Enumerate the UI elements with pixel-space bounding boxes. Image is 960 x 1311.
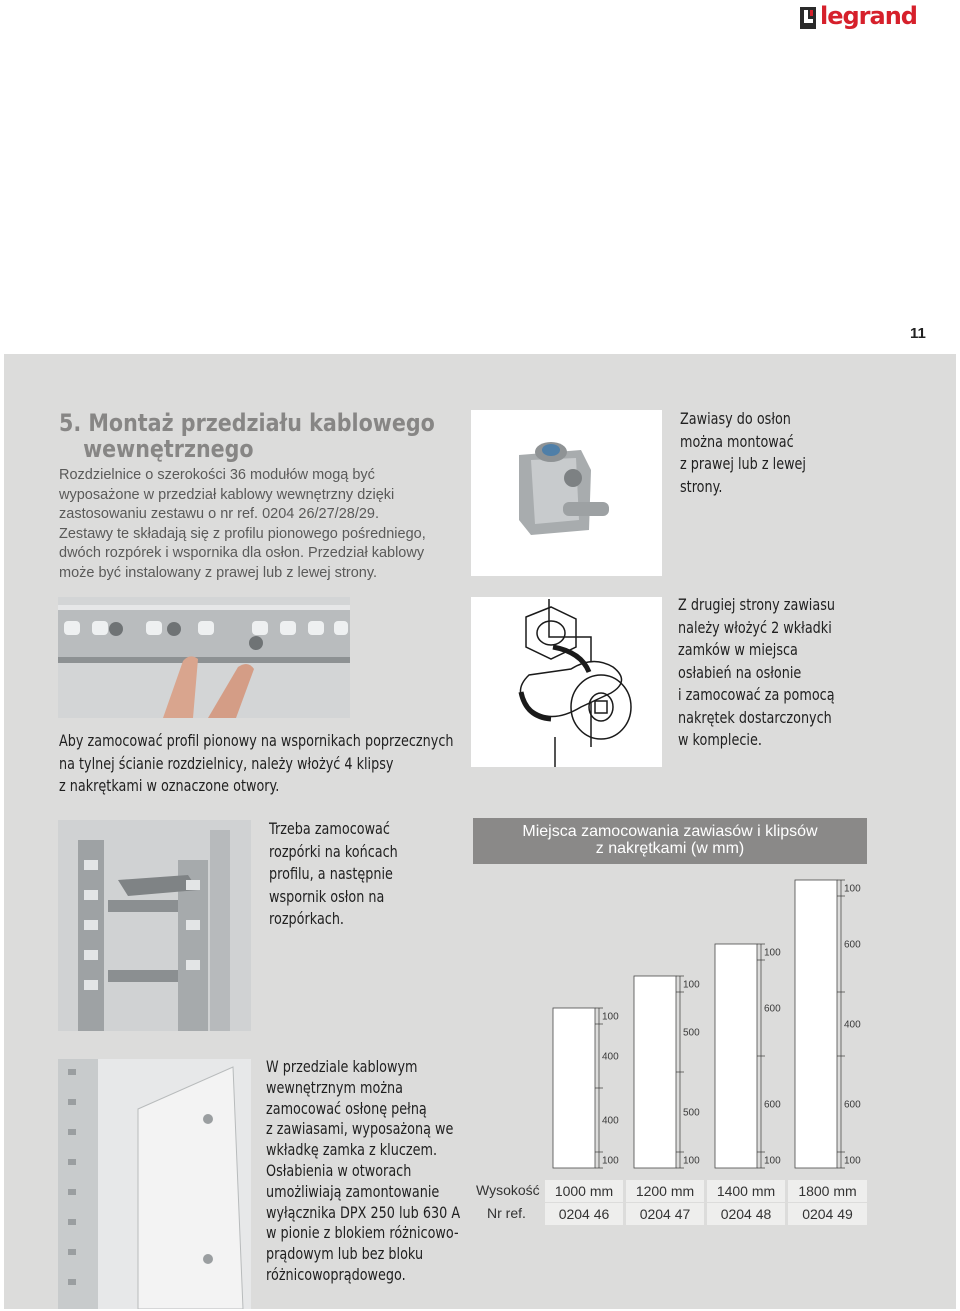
caption-line: Z drugiej strony zawiasu bbox=[678, 595, 835, 614]
intro-line: Rozdzielnice o szerokości 36 modułów mogą być bbox=[59, 467, 375, 483]
caption-line: osłabień na osłonie bbox=[678, 662, 802, 682]
ref-cell: 0204 46 bbox=[545, 1203, 623, 1225]
height-cell: 1400 mm bbox=[707, 1180, 785, 1202]
caption-line: należy włożyć 2 wkładki bbox=[678, 617, 832, 637]
dimension-label: 100 bbox=[764, 947, 781, 959]
dimension-label: 600 bbox=[844, 1099, 861, 1111]
caption-line: różnicowoprądowego. bbox=[266, 1264, 406, 1284]
caption-line: Osłabienia w otworach bbox=[266, 1160, 412, 1180]
dimension-label: 500 bbox=[683, 1027, 700, 1039]
dimension-label: 100 bbox=[683, 1155, 700, 1167]
caption-line: nakrętek dostarczonych bbox=[678, 707, 832, 727]
dimension-label: 500 bbox=[683, 1107, 700, 1119]
intro-line: zastosowaniu zestawu o nr ref. 0204 26/27/28/29. bbox=[59, 506, 380, 522]
legrand-logo bbox=[798, 2, 917, 32]
dimension-diagram bbox=[473, 864, 867, 1176]
ref-cell: 0204 47 bbox=[626, 1203, 704, 1225]
section-title-line: wewnętrznego bbox=[83, 435, 254, 463]
table-title-line: z nakrętkami (w mm) bbox=[595, 840, 745, 857]
section-title-line: 5. Montaż przedziału kablowego bbox=[59, 409, 435, 437]
height-cell: 1000 mm bbox=[545, 1180, 623, 1202]
profile-rail-photo bbox=[58, 597, 350, 718]
caption-line: wewnętrznym można bbox=[266, 1077, 403, 1097]
caption-line: i zamocować za pomocą bbox=[678, 685, 835, 704]
height-cell: 1200 mm bbox=[626, 1180, 704, 1202]
caption-line: na tylnej ścianie rozdzielnicy, należy włożyć 4 klipsy bbox=[59, 753, 394, 773]
caption-line: prądowym lub bez bloku bbox=[266, 1244, 424, 1264]
dimension-label: 100 bbox=[602, 1011, 619, 1023]
lock-insert-illustration bbox=[471, 597, 662, 767]
caption-line: z zawiasami, wyposażoną we bbox=[266, 1119, 454, 1139]
profile-caption bbox=[59, 730, 453, 798]
caption-line: strony. bbox=[680, 476, 723, 496]
dimension-label: 400 bbox=[602, 1115, 619, 1127]
page-number: 11 bbox=[910, 325, 926, 342]
intro-line: Zestawy te składają się z profilu pionowego pośredniego, bbox=[59, 525, 426, 542]
dimension-label: 100 bbox=[844, 1155, 861, 1167]
caption-line: można montować bbox=[680, 431, 794, 451]
ref-row-label: Nr ref. bbox=[487, 1205, 526, 1221]
caption-line: profilu, a następnie bbox=[269, 864, 393, 883]
dimension-label: 100 bbox=[602, 1155, 619, 1167]
legrand-mark-icon bbox=[800, 7, 816, 29]
dimension-label: 100 bbox=[844, 883, 861, 895]
hinges-caption bbox=[680, 408, 806, 498]
ref-cell: 0204 48 bbox=[707, 1203, 785, 1225]
caption-line: rozpórkach. bbox=[269, 909, 344, 928]
caption-line: z prawej lub z lewej bbox=[680, 454, 806, 473]
cabinet-outline bbox=[715, 944, 757, 1168]
caption-line: wyłącznika DPX 250 lub 630 A bbox=[266, 1202, 461, 1222]
caption-line: W przedziale kablowym bbox=[266, 1057, 418, 1076]
dimension-label: 600 bbox=[764, 1003, 781, 1015]
table-title bbox=[473, 818, 867, 864]
inserts-caption bbox=[678, 594, 835, 752]
dimension-label: 100 bbox=[683, 979, 700, 991]
caption-line: umożliwiają zamontowanie bbox=[266, 1181, 440, 1201]
height-row-label: Wysokość bbox=[476, 1182, 540, 1198]
spacers-caption bbox=[269, 818, 398, 931]
dimension-label: 100 bbox=[764, 1155, 781, 1167]
dimension-label: 400 bbox=[602, 1051, 619, 1063]
caption-line: wkładkę zamka z kluczem. bbox=[266, 1140, 438, 1160]
intro-line: może być instalowany z prawej lub z lewej strony. bbox=[59, 564, 378, 581]
caption-line: Aby zamocować profil pionowy na wspornikach poprzecznych bbox=[59, 731, 454, 750]
section-intro bbox=[59, 466, 479, 583]
spacers-photo bbox=[58, 820, 251, 1031]
caption-line: zamocować osłonę pełną bbox=[266, 1098, 427, 1118]
brand-name: legrand bbox=[820, 2, 917, 30]
caption-line: Trzeba zamocować bbox=[269, 819, 390, 838]
caption-line: w pionie z blokiem różnicowo- bbox=[266, 1223, 459, 1243]
cabinet-outline bbox=[795, 880, 837, 1168]
cover-photo bbox=[58, 1059, 251, 1309]
ref-cell: 0204 49 bbox=[788, 1203, 867, 1225]
dimension-label: 600 bbox=[844, 939, 861, 951]
hinge-photo bbox=[471, 410, 662, 576]
table-title-line: Miejsca zamocowania zawiasów i klipsów bbox=[522, 823, 818, 840]
caption-line: w komplecie. bbox=[678, 730, 762, 749]
dimension-label: 600 bbox=[764, 1099, 781, 1111]
intro-line: wyposażone w przedział kablowy wewnętrzny dzięki bbox=[59, 486, 395, 503]
caption-line: zamków w miejsca bbox=[678, 640, 798, 659]
caption-line: Zawiasy do osłon bbox=[680, 409, 791, 428]
height-cell: 1800 mm bbox=[788, 1180, 867, 1202]
section-title bbox=[59, 410, 435, 462]
caption-line: rozpórki na końcach bbox=[269, 841, 398, 861]
caption-line: wspornik osłon na bbox=[269, 886, 385, 906]
cabinet-outline bbox=[634, 976, 676, 1168]
caption-line: z nakrętkami w oznaczone otwory. bbox=[59, 776, 280, 795]
intro-line: dwóch rozpórek i wspornika dla osłon. Przedział kablowy bbox=[59, 545, 425, 561]
cover-caption bbox=[266, 1057, 460, 1286]
dimension-label: 400 bbox=[844, 1019, 861, 1031]
cabinet-outline bbox=[553, 1008, 595, 1168]
